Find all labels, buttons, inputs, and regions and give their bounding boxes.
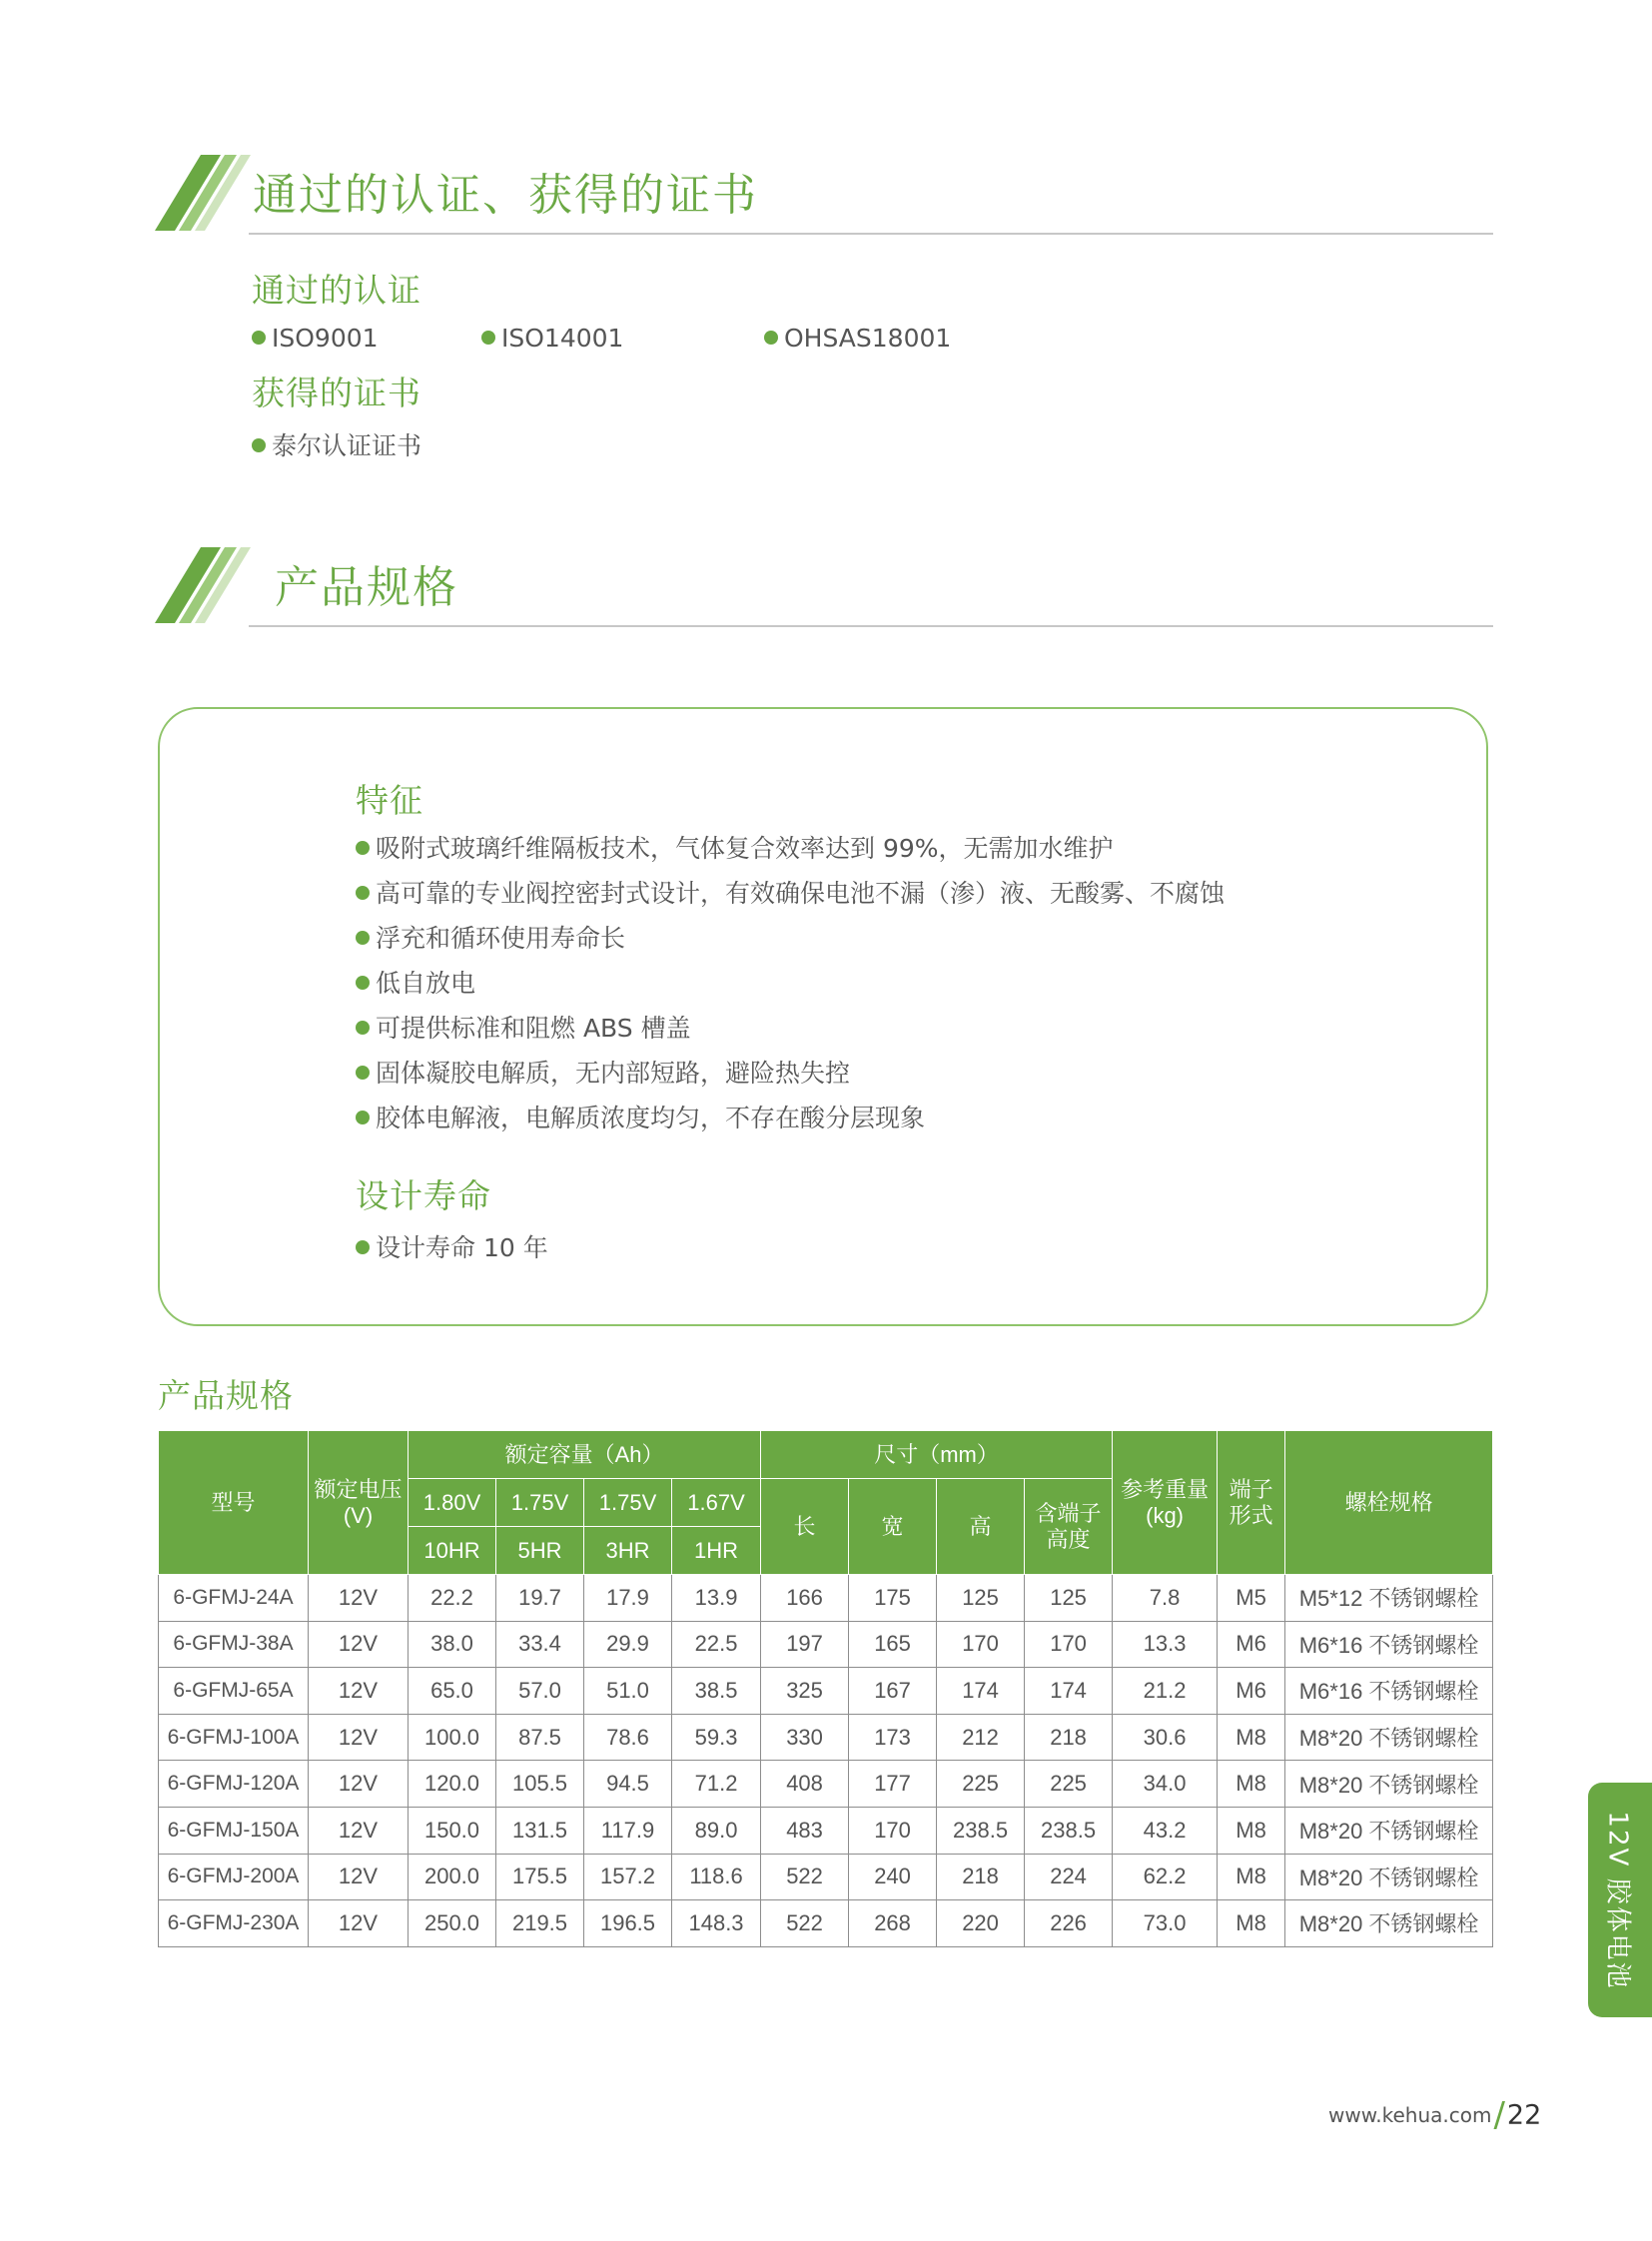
table-cell: M8 (1218, 1807, 1285, 1854)
table-cell: 120.0 (409, 1761, 496, 1808)
table-cell: 29.9 (584, 1621, 672, 1668)
certificate-item: 泰尔认证证书 (252, 426, 421, 462)
table-row (159, 1807, 1493, 1854)
header-dimensions: 尺寸（mm） (761, 1431, 1113, 1479)
section-header-specs (155, 547, 1493, 627)
table-cell: 174 (937, 1668, 1025, 1715)
table-cell: M5 (1218, 1575, 1285, 1622)
header-cap-voltage: 1.80V (409, 1479, 496, 1527)
table-cell: 6-GFMJ-100A (159, 1714, 309, 1761)
cert-item: OHSAS18001 (764, 324, 951, 353)
table-cell: 177 (849, 1761, 937, 1808)
header-cap-voltage: 1.67V (672, 1479, 761, 1527)
header-cap-rate: 10HR (409, 1527, 496, 1575)
table-cell: 118.6 (672, 1854, 761, 1900)
table-cell: 170 (849, 1807, 937, 1854)
table-cell: 483 (761, 1807, 849, 1854)
section-divider (249, 625, 1493, 627)
table-cell: 219.5 (496, 1900, 584, 1947)
table-cell: 224 (1025, 1854, 1113, 1900)
table-cell: M8 (1218, 1900, 1285, 1947)
table-cell: M6*16 不锈钢螺栓 (1285, 1668, 1493, 1715)
header-voltage (309, 1431, 409, 1575)
feature-item: 固体凝胶电解质，无内部短路，避险热失控 (356, 1054, 850, 1090)
footer (1328, 2095, 1541, 2135)
header-dim-term-height (1025, 1479, 1113, 1575)
table-cell: 13.3 (1113, 1621, 1218, 1668)
table-cell: 6-GFMJ-38A (159, 1621, 309, 1668)
features-box (158, 707, 1488, 1326)
table-cell: 6-GFMJ-200A (159, 1854, 309, 1900)
spec-table-body (159, 1575, 1493, 1947)
certificates-heading: 获得的证书 (252, 374, 421, 412)
feature-item: 吸附式玻璃纤维隔板技术，气体复合效率达到 99%，无需加水维护 (356, 829, 1114, 865)
table-cell: 408 (761, 1761, 849, 1808)
table-cell: 100.0 (409, 1714, 496, 1761)
table-cell: 150.0 (409, 1807, 496, 1854)
table-cell: 225 (937, 1761, 1025, 1808)
header-voltage-line1: 额定电压 (314, 1477, 403, 1503)
table-cell: 197 (761, 1621, 849, 1668)
table-cell: 89.0 (672, 1807, 761, 1854)
table-cell: 51.0 (584, 1668, 672, 1715)
table-cell: 6-GFMJ-150A (159, 1807, 309, 1854)
table-cell: 87.5 (496, 1714, 584, 1761)
slash-icon: / (1493, 2095, 1505, 2135)
table-cell: 13.9 (672, 1575, 761, 1622)
cert-item: ISO9001 (252, 324, 379, 353)
table-cell: 105.5 (496, 1761, 584, 1808)
table-cell: M8*20 不锈钢螺栓 (1285, 1854, 1493, 1900)
table-cell: 34.0 (1113, 1761, 1218, 1808)
side-tab (1588, 1783, 1652, 2017)
table-cell: 62.2 (1113, 1854, 1218, 1900)
table-cell: M8*20 不锈钢螺栓 (1285, 1807, 1493, 1854)
feature-item: 胶体电解液，电解质浓度均匀，不存在酸分层现象 (356, 1099, 925, 1134)
table-cell: M8 (1218, 1854, 1285, 1900)
table-cell: 71.2 (672, 1761, 761, 1808)
header-dim-height: 高 (937, 1479, 1025, 1575)
header-terminal-line2: 形式 (1229, 1502, 1273, 1528)
table-cell: 148.3 (672, 1900, 761, 1947)
table-cell: 522 (761, 1900, 849, 1947)
table-cell: 175 (849, 1575, 937, 1622)
header-dim-length: 长 (761, 1479, 849, 1575)
table-cell: 7.8 (1113, 1575, 1218, 1622)
table-cell: 167 (849, 1668, 937, 1715)
table-cell: M5*12 不锈钢螺栓 (1285, 1575, 1493, 1622)
certifications-heading: 通过的认证 (252, 271, 421, 310)
table-cell: 6-GFMJ-120A (159, 1761, 309, 1808)
header-voltage-line2: (V) (343, 1502, 374, 1528)
header-weight-line2: (kg) (1146, 1502, 1185, 1528)
table-row (159, 1761, 1493, 1808)
table-cell: 21.2 (1113, 1668, 1218, 1715)
table-cell: M6 (1218, 1668, 1285, 1715)
table-cell: 212 (937, 1714, 1025, 1761)
table-cell: 238.5 (937, 1807, 1025, 1854)
feature-item: 浮充和循环使用寿命长 (356, 919, 625, 955)
table-cell: 325 (761, 1668, 849, 1715)
table-cell: 157.2 (584, 1854, 672, 1900)
table-cell: 225 (1025, 1761, 1113, 1808)
table-cell: M8*20 不锈钢螺栓 (1285, 1900, 1493, 1947)
features-heading: 特征 (356, 781, 423, 820)
table-cell: M8 (1218, 1714, 1285, 1761)
header-cap-voltage: 1.75V (496, 1479, 584, 1527)
table-cell: 22.2 (409, 1575, 496, 1622)
table-cell: 522 (761, 1854, 849, 1900)
feature-item: 低自放电 (356, 964, 475, 1000)
table-row (159, 1668, 1493, 1715)
table-cell: 12V (309, 1668, 409, 1715)
table-row (159, 1575, 1493, 1622)
table-cell: 166 (761, 1575, 849, 1622)
table-cell: 12V (309, 1621, 409, 1668)
header-model: 型号 (159, 1431, 309, 1575)
table-cell: 17.9 (584, 1575, 672, 1622)
table-cell: 131.5 (496, 1807, 584, 1854)
table-title: 产品规格 (158, 1376, 294, 1415)
table-cell: 250.0 (409, 1900, 496, 1947)
design-life-item: 设计寿命 10 年 (356, 1228, 548, 1264)
table-cell: 59.3 (672, 1714, 761, 1761)
table-cell: 220 (937, 1900, 1025, 1947)
table-cell: 200.0 (409, 1854, 496, 1900)
table-cell: M6*16 不锈钢螺栓 (1285, 1621, 1493, 1668)
table-cell: 218 (1025, 1714, 1113, 1761)
table-cell: 12V (309, 1854, 409, 1900)
section-header-certifications (155, 155, 1493, 235)
table-cell: 12V (309, 1575, 409, 1622)
table-cell: 226 (1025, 1900, 1113, 1947)
header-terminal-line1: 端子 (1229, 1477, 1273, 1503)
feature-item: 高可靠的专业阀控密封式设计，有效确保电池不漏（渗）液、无酸雾、不腐蚀 (356, 874, 1225, 910)
table-row (159, 1714, 1493, 1761)
table-cell: 57.0 (496, 1668, 584, 1715)
table-cell: 174 (1025, 1668, 1113, 1715)
table-cell: 12V (309, 1900, 409, 1947)
table-cell: 6-GFMJ-65A (159, 1668, 309, 1715)
table-cell: 38.0 (409, 1621, 496, 1668)
footer-url: www.kehua.com (1328, 2103, 1492, 2127)
table-cell: 175.5 (496, 1854, 584, 1900)
header-dim-term-height-line1: 含端子 (1035, 1501, 1102, 1527)
side-tab-label: 12V 胶体电池 (1602, 1810, 1633, 1990)
table-cell: 196.5 (584, 1900, 672, 1947)
table-cell: 12V (309, 1807, 409, 1854)
header-cap-rate: 5HR (496, 1527, 584, 1575)
header-dim-width: 宽 (849, 1479, 937, 1575)
table-cell: 173 (849, 1714, 937, 1761)
table-cell: 65.0 (409, 1668, 496, 1715)
design-life-heading: 设计寿命 (356, 1176, 491, 1215)
table-cell: M8 (1218, 1761, 1285, 1808)
table-cell: 30.6 (1113, 1714, 1218, 1761)
section-title: 通过的认证、获得的证书 (253, 170, 758, 221)
header-dim-term-height-line2: 高度 (1046, 1526, 1091, 1552)
table-cell: 238.5 (1025, 1807, 1113, 1854)
header-weight (1113, 1431, 1218, 1575)
table-cell: 19.7 (496, 1575, 584, 1622)
page-number: 22 (1506, 2099, 1542, 2131)
table-cell: 6-GFMJ-24A (159, 1575, 309, 1622)
table-row (159, 1854, 1493, 1900)
table-cell: 117.9 (584, 1807, 672, 1854)
feature-item: 可提供标准和阻燃 ABS 槽盖 (356, 1009, 691, 1045)
table-cell: 12V (309, 1761, 409, 1808)
table-cell: 38.5 (672, 1668, 761, 1715)
stripes-decoration-icon (155, 547, 251, 623)
table-cell: 330 (761, 1714, 849, 1761)
header-terminal (1218, 1431, 1285, 1575)
table-cell: 268 (849, 1900, 937, 1947)
table-cell: M6 (1218, 1621, 1285, 1668)
table-cell: 170 (937, 1621, 1025, 1668)
table-cell: 165 (849, 1621, 937, 1668)
table-cell: 12V (309, 1714, 409, 1761)
stripes-decoration-icon (155, 155, 251, 231)
spec-table (158, 1430, 1493, 1947)
table-cell: 125 (1025, 1575, 1113, 1622)
header-weight-line1: 参考重量 (1121, 1477, 1210, 1503)
header-bolt: 螺栓规格 (1285, 1431, 1493, 1575)
table-cell: 94.5 (584, 1761, 672, 1808)
header-cap-rate: 1HR (672, 1527, 761, 1575)
header-cap-rate: 3HR (584, 1527, 672, 1575)
table-cell: 218 (937, 1854, 1025, 1900)
section-title: 产品规格 (275, 562, 458, 613)
cert-item: ISO14001 (481, 324, 623, 353)
table-cell: M8*20 不锈钢螺栓 (1285, 1761, 1493, 1808)
table-row (159, 1621, 1493, 1668)
table-cell: 125 (937, 1575, 1025, 1622)
table-cell: M8*20 不锈钢螺栓 (1285, 1714, 1493, 1761)
table-cell: 170 (1025, 1621, 1113, 1668)
header-capacity: 额定容量（Ah） (409, 1431, 761, 1479)
table-cell: 73.0 (1113, 1900, 1218, 1947)
table-cell: 33.4 (496, 1621, 584, 1668)
table-cell: 240 (849, 1854, 937, 1900)
table-cell: 6-GFMJ-230A (159, 1900, 309, 1947)
table-cell: 78.6 (584, 1714, 672, 1761)
section-divider (249, 233, 1493, 235)
table-cell: 22.5 (672, 1621, 761, 1668)
table-row (159, 1900, 1493, 1947)
table-cell: 43.2 (1113, 1807, 1218, 1854)
header-cap-voltage: 1.75V (584, 1479, 672, 1527)
